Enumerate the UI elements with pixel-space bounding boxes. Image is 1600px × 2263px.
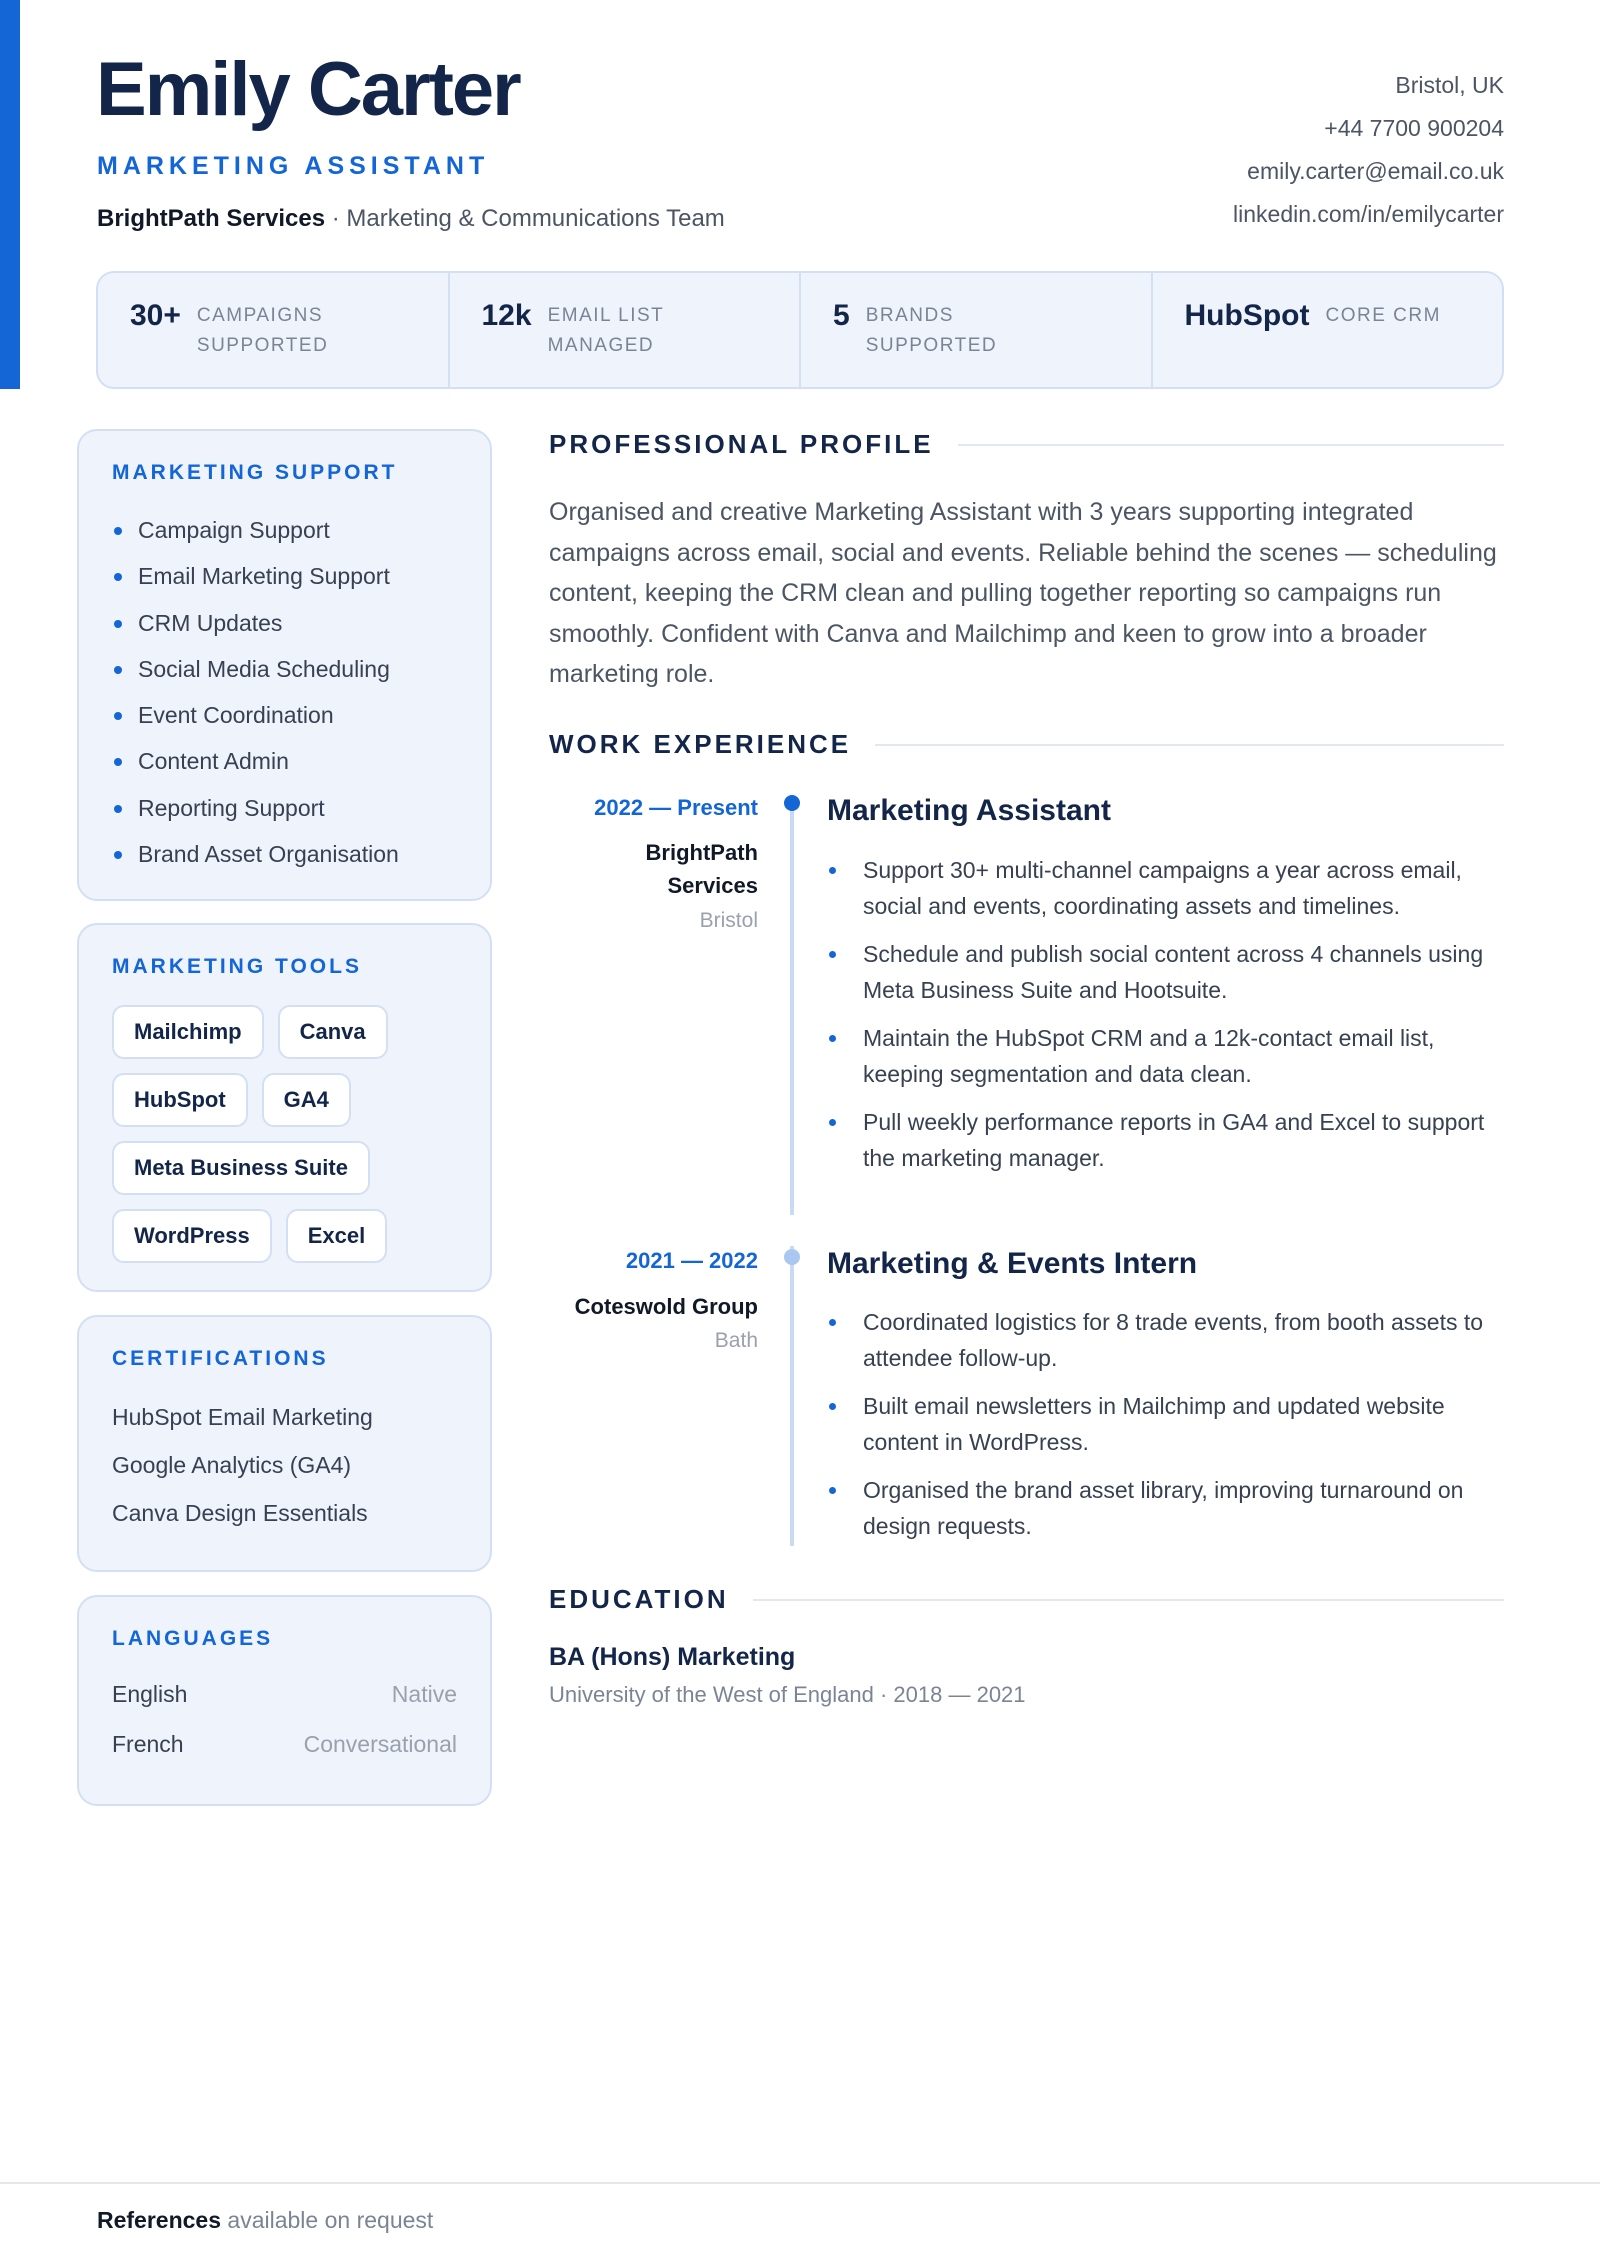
job-bullets [827,852,1507,1188]
employer-name: BrightPath Services [97,205,326,232]
section-title-experience: WORK EXPERIENCE [549,729,1504,760]
list-item: Event Coordination [112,692,457,738]
language-list [112,1669,457,1769]
timeline-dot-past [784,1249,800,1265]
job-bullets [827,1304,1507,1556]
contact-linkedin[interactable]: linkedin.com/in/emilycarter [1233,201,1504,227]
section-title-education: EDUCATION [549,1584,1504,1615]
job-dates: 2022 — Present [594,795,758,820]
stat-crm [1153,273,1503,387]
references-label: References [97,2207,222,2233]
stat-value: 12k [481,299,532,332]
stat-label: CAMPAIGNS SUPPORTED [196,305,329,356]
language-name: English [112,1681,188,1707]
card-languages [77,1595,492,1806]
stat-campaigns [98,273,450,387]
timeline-line [790,1246,794,1546]
contact-block [1233,64,1504,236]
list-item: Campaign Support [112,507,457,553]
stat-value: HubSpot [1184,299,1310,332]
language-row [112,1719,457,1769]
cert-item: HubSpot Email Marketing [112,1404,373,1430]
footer-divider [0,2182,1600,2184]
section-title-profile: PROFESSIONAL PROFILE [549,429,1504,460]
list-item: Social Media Scheduling [112,646,457,692]
tool-chip: Excel [286,1209,388,1263]
card-title: MARKETING SUPPORT [112,461,398,484]
stat-label: EMAIL LIST MANAGED [547,305,664,356]
card-title: MARKETING TOOLS [112,955,362,978]
card-marketing-support [77,429,492,901]
support-list [112,507,457,877]
card-marketing-tools [77,923,492,1292]
references-note: available on request [221,2207,434,2233]
card-title: CERTIFICATIONS [112,1347,329,1370]
contact-phone[interactable]: +44 7700 900204 [1324,115,1504,141]
contact-email[interactable]: emily.carter@email.co.uk [1247,158,1504,184]
contact-location: Bristol, UK [1395,72,1504,98]
stat-value: 30+ [130,299,181,332]
list-item: Brand Asset Organisation [112,831,457,877]
language-name: French [112,1731,184,1757]
timeline-line [790,800,794,1215]
timeline-dot-current [784,795,800,811]
tool-chip: Meta Business Suite [112,1141,370,1195]
list-item: Email Marketing Support [112,553,457,599]
language-level: Conversational [303,1731,457,1757]
list-item: CRM Updates [112,600,457,646]
job-bullet: Organised the brand asset library, improving turnaround on design requests. [827,1472,1507,1544]
job-bullet: Built email newsletters in Mailchimp and updated website content in WordPress. [827,1388,1507,1460]
profile-text: Organised and creative Marketing Assistant with 3 years supporting integrated campaigns across email, social and events. Reliable behind the scenes — scheduling content, keeping the CRM clean and pulling together reporting so campaigns run smoothly. Confident with Canva and Mailchimp and keen to grow into a broader marketing role. [549,498,1497,688]
stat-email-list [450,273,802,387]
cert-list [112,1393,457,1537]
language-row [112,1669,457,1719]
stat-label: CORE CRM [1325,305,1441,326]
job-location: Bristol [699,909,758,932]
job-bullet: Pull weekly performance reports in GA4 and Excel to support the marketing manager. [827,1104,1507,1176]
job-bullet: Coordinated logistics for 8 trade events, from booth assets to attendee follow-up. [827,1304,1507,1376]
job-bullet: Support 30+ multi-channel campaigns a year across email, social and events, coordinating assets and timelines. [827,852,1507,924]
education-detail: University of the West of England · 2018 — 2021 [549,1682,1026,1707]
tool-chip: HubSpot [112,1073,248,1127]
tool-chip: GA4 [262,1073,351,1127]
education-degree: BA (Hons) Marketing [549,1643,796,1671]
job-bullet: Schedule and publish social content across 4 channels using Meta Business Suite and Hootsuite. [827,936,1507,1008]
tool-chip: Mailchimp [112,1005,264,1059]
job-company: BrightPath Services [645,840,758,898]
job-title: Marketing Assistant [827,794,1111,827]
list-item: Reporting Support [112,785,457,831]
job-bullet: Maintain the HubSpot CRM and a 12k-contact email list, keeping segmentation and data clean. [827,1020,1507,1092]
current-employer [97,205,725,233]
stats-strip [96,271,1504,389]
stat-label: BRANDS SUPPORTED [865,305,998,356]
footer-references [97,2207,433,2234]
tool-chip: Canva [278,1005,388,1059]
job-dates: 2021 — 2022 [625,1248,758,1273]
language-level: Native [391,1681,457,1707]
list-item: Content Admin [112,738,457,784]
job-location: Bath [714,1329,758,1352]
tools-chips [112,1005,412,1263]
card-title: LANGUAGES [112,1627,274,1650]
stat-brands [801,273,1153,387]
stat-value: 5 [833,299,850,332]
cert-item: Canva Design Essentials [112,1500,368,1526]
card-certifications [77,1315,492,1572]
candidate-name: Emily Carter [96,47,520,132]
employer-team: · Marketing & Communications Team [325,205,725,232]
job-company: Coteswold Group [574,1294,758,1319]
cert-item: Google Analytics (GA4) [112,1452,352,1478]
tool-chip: WordPress [112,1209,272,1263]
job-title: Marketing & Events Intern [827,1247,1198,1280]
accent-bar [0,0,20,389]
candidate-role: MARKETING ASSISTANT [97,152,490,180]
